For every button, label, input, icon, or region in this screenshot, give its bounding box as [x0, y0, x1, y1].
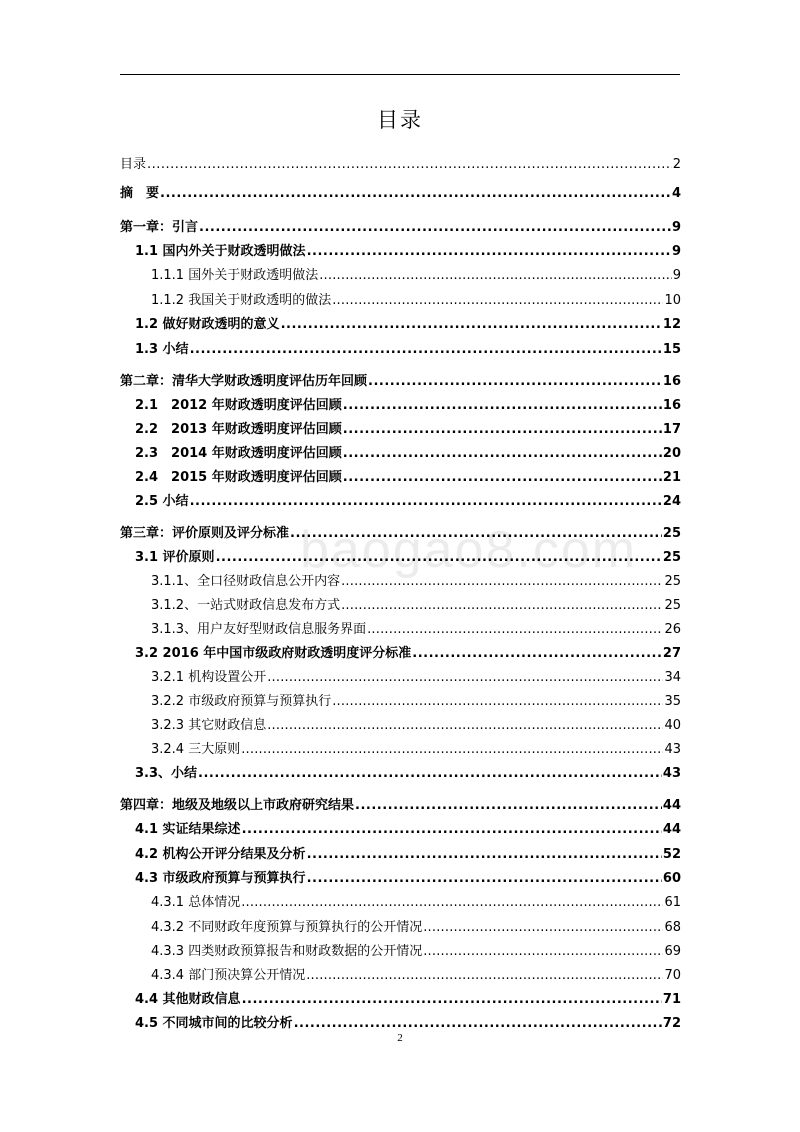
- toc-entry-page: 71: [662, 992, 681, 1007]
- toc-entry-label: 第一章：引言: [120, 220, 199, 235]
- header-rule: [120, 74, 680, 75]
- toc-entry-page: 25: [664, 598, 681, 613]
- toc-entry[interactable]: [151, 266, 681, 286]
- dot-leader: [319, 266, 672, 286]
- toc-entry-label: 1.3 小结: [135, 342, 189, 357]
- toc-entry-label: 4.3.3 四类财政预算报告和财政数据的公开情况: [151, 944, 423, 959]
- dot-leader: [281, 315, 662, 335]
- toc-entry-label: 2.5 小结: [135, 494, 189, 509]
- toc-entry-page: 40: [664, 718, 681, 733]
- toc-entry[interactable]: [151, 893, 681, 913]
- toc-entry-page: 16: [662, 398, 681, 413]
- toc-entry-page: 25: [664, 574, 681, 589]
- toc-entry-page: 60: [662, 871, 681, 886]
- toc-entry-page: 43: [662, 766, 681, 781]
- toc-entry-page: 9: [671, 244, 681, 259]
- toc-entry[interactable]: [135, 548, 681, 568]
- toc-entry-page: 20: [662, 446, 681, 461]
- toc-entry-label: 4.3 市级政府预算与预算执行: [135, 871, 306, 886]
- dot-leader: [368, 372, 662, 392]
- toc-entry-page: 9: [672, 268, 681, 283]
- page-number: 2: [397, 1032, 403, 1044]
- toc-entry-label: 4.3.1 总体情况: [151, 895, 241, 910]
- dot-leader: [198, 764, 662, 784]
- dot-leader: [241, 893, 663, 913]
- page-title: 目录: [377, 108, 423, 132]
- toc-entry-label: 第三章：评价原则及评分标准: [120, 526, 290, 541]
- toc-entry[interactable]: [151, 692, 681, 712]
- toc-entry[interactable]: [151, 966, 681, 986]
- toc-entry-page: 44: [662, 822, 681, 837]
- dot-leader: [147, 155, 672, 175]
- toc-entry-page: 16: [662, 374, 681, 389]
- toc-entry[interactable]: [135, 396, 681, 416]
- toc-entry[interactable]: [135, 764, 681, 784]
- toc-entry[interactable]: [135, 990, 681, 1010]
- dot-leader: [367, 620, 663, 640]
- toc-entry-label: 2.1 2012 年财政透明度评估回顾: [135, 398, 342, 413]
- toc-entry[interactable]: [135, 644, 681, 664]
- dot-leader: [199, 218, 671, 238]
- toc-entry-label: 第四章：地级及地级以上市政府研究结果: [120, 798, 355, 813]
- dot-leader: [190, 492, 662, 512]
- dot-leader: [216, 548, 662, 568]
- toc-entry-label: 3.1.1、全口径财政信息公开内容: [151, 574, 341, 589]
- toc-entry[interactable]: [135, 468, 681, 488]
- toc-entry-label: 1.1.2 我国关于财政透明的做法: [151, 293, 332, 308]
- toc-entry-page: 9: [671, 220, 681, 235]
- toc-entry[interactable]: [135, 492, 681, 512]
- toc-entry-label: 3.2.3 其它财政信息: [151, 718, 267, 733]
- dot-leader: [267, 716, 663, 736]
- toc-entry-label: 4.5 不同城市间的比较分析: [135, 1016, 293, 1031]
- toc-entry[interactable]: [151, 291, 681, 311]
- toc-entry-page: 12: [662, 317, 681, 332]
- toc-entry-label: 第二章：清华大学财政透明度评估历年回顾: [120, 374, 368, 389]
- toc-entry[interactable]: [120, 184, 681, 204]
- toc-entry-label: 4.3.4 部门预决算公开情况: [151, 968, 306, 983]
- toc-entry-page: 44: [662, 798, 681, 813]
- toc-entry-label: 1.1 国内外关于财政透明做法: [135, 244, 306, 259]
- toc-entry-label: 2.2 2013 年财政透明度评估回顾: [135, 422, 342, 437]
- dot-leader: [341, 572, 663, 592]
- toc-entry-page: 17: [662, 422, 681, 437]
- toc-entry[interactable]: [151, 572, 681, 592]
- dot-leader: [307, 845, 662, 865]
- dot-leader: [290, 524, 662, 544]
- dot-leader: [242, 990, 662, 1010]
- dot-leader: [267, 668, 663, 688]
- toc-entry-page: 69: [664, 944, 681, 959]
- dot-leader: [307, 869, 662, 889]
- dot-leader: [343, 444, 662, 464]
- toc-entry-page: 35: [664, 694, 681, 709]
- toc-entry-page: 25: [662, 526, 681, 541]
- dot-leader: [341, 596, 663, 616]
- toc-entry-page: 34: [664, 670, 681, 685]
- toc-entry-page: 27: [662, 646, 681, 661]
- toc-entry-page: 10: [664, 293, 681, 308]
- toc-entry[interactable]: [151, 918, 681, 938]
- toc-entry-label: 3.1.3、用户友好型财政信息服务界面: [151, 622, 367, 637]
- toc-entry[interactable]: [135, 420, 681, 440]
- dot-leader: [242, 820, 662, 840]
- toc-entry-page: 43: [664, 742, 681, 757]
- toc-entry[interactable]: [120, 796, 681, 816]
- dot-leader: [306, 966, 663, 986]
- toc-entry-label: 3.1.2、一站式财政信息发布方式: [151, 598, 341, 613]
- toc-entry[interactable]: [151, 668, 681, 688]
- toc-entry[interactable]: [135, 315, 681, 335]
- watermark: baogao8.com: [300, 521, 638, 579]
- toc-entry[interactable]: [135, 444, 681, 464]
- dot-leader: [241, 740, 663, 760]
- toc-entry-label: 3.2.1 机构设置公开: [151, 670, 267, 685]
- dot-leader: [307, 242, 671, 262]
- toc-entry-page: 15: [662, 342, 681, 357]
- dot-leader: [343, 468, 662, 488]
- toc-entry[interactable]: [135, 340, 681, 360]
- dot-leader: [355, 796, 662, 816]
- toc-entry-page: 72: [662, 1016, 681, 1031]
- toc-entry-label: 目录: [120, 157, 147, 172]
- toc-entry[interactable]: [120, 524, 681, 544]
- toc-entry-label: 2.3 2014 年财政透明度评估回顾: [135, 446, 342, 461]
- dot-leader: [190, 340, 662, 360]
- toc-entry[interactable]: [135, 845, 681, 865]
- toc-entry-page: 26: [664, 622, 681, 637]
- toc-entry[interactable]: [151, 942, 681, 962]
- toc-entry[interactable]: [151, 620, 681, 640]
- toc-entry-label: 摘 要: [120, 186, 160, 201]
- toc-entry[interactable]: [151, 740, 681, 760]
- toc-entry-label: 4.3.2 不同财政年度预算与预算执行的公开情况: [151, 920, 423, 935]
- toc-entry-page: 70: [664, 968, 681, 983]
- dot-leader: [423, 942, 663, 962]
- dot-leader: [332, 692, 663, 712]
- toc-entry-page: 61: [664, 895, 681, 910]
- dot-leader: [343, 420, 662, 440]
- toc-entry-label: 3.2.4 三大原则: [151, 742, 241, 757]
- toc-entry[interactable]: [120, 372, 681, 392]
- toc-entry[interactable]: [151, 716, 681, 736]
- toc-entry[interactable]: [135, 1014, 681, 1034]
- toc-entry-page: 2: [672, 157, 681, 172]
- toc-entry-label: 1.1.1 国外关于财政透明做法: [151, 268, 319, 283]
- toc-entry[interactable]: [151, 596, 681, 616]
- toc-entry-label: 3.3、小结: [135, 766, 198, 781]
- toc-entry-label: 3.2.2 市级政府预算与预算执行: [151, 694, 332, 709]
- toc-entry-label: 3.1 评价原则: [135, 550, 215, 565]
- toc-entry[interactable]: [135, 242, 681, 262]
- toc-entry-label: 1.2 做好财政透明的意义: [135, 317, 280, 332]
- toc-entry-page: 24: [662, 494, 681, 509]
- dot-leader: [423, 918, 663, 938]
- toc-entry[interactable]: [120, 218, 681, 238]
- toc-entry[interactable]: [120, 155, 681, 175]
- toc-entry-label: 4.2 机构公开评分结果及分析: [135, 847, 306, 862]
- toc-entry-label: 3.2 2016 年中国市级政府财政透明度评分标准: [135, 646, 412, 661]
- toc-entry[interactable]: [135, 869, 681, 889]
- toc-entry-label: 2.4 2015 年财政透明度评估回顾: [135, 470, 342, 485]
- dot-leader: [294, 1014, 662, 1034]
- toc-entry[interactable]: [135, 820, 681, 840]
- toc-entry-page: 52: [662, 847, 681, 862]
- dot-leader: [412, 644, 662, 664]
- toc-entry-label: 4.4 其他财政信息: [135, 992, 241, 1007]
- toc-entry-label: 4.1 实证结果综述: [135, 822, 241, 837]
- dot-leader: [332, 291, 663, 311]
- toc-entry-page: 4: [671, 186, 681, 201]
- dot-leader: [160, 184, 671, 204]
- toc-entry-page: 68: [664, 920, 681, 935]
- toc-entry-page: 25: [662, 550, 681, 565]
- toc-entry-page: 21: [662, 470, 681, 485]
- dot-leader: [343, 396, 662, 416]
